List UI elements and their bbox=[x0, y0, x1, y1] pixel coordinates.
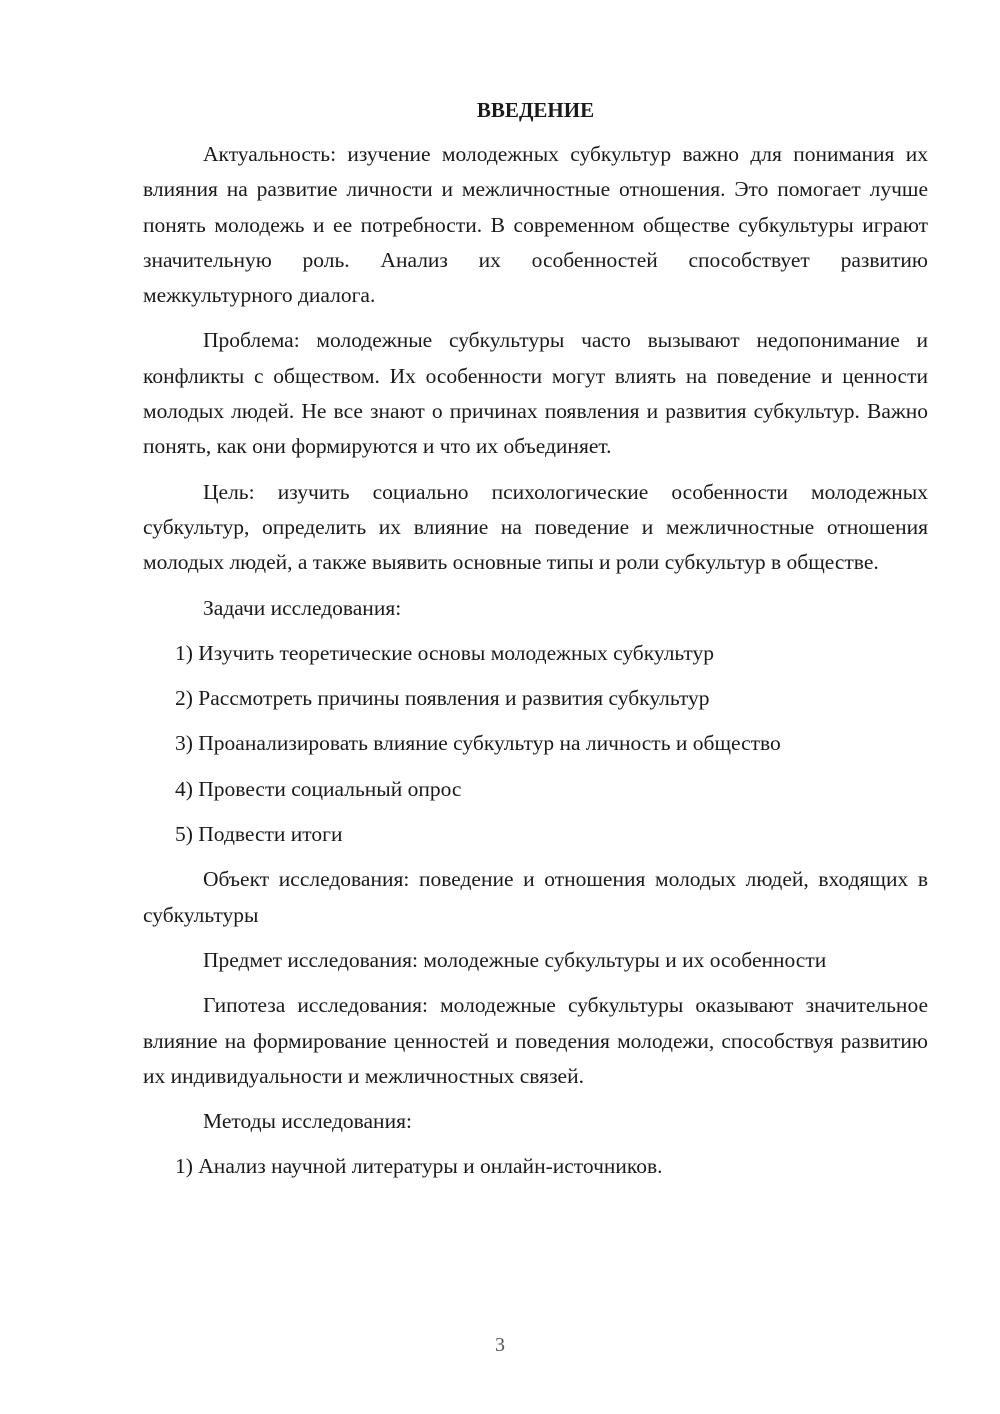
list-item: 5) Подвести итоги bbox=[175, 822, 343, 847]
relevance-paragraph: Актуальность: изучение молодежных субкультур важно для понимания их влияния на развитие личности и межличностные отношения. Это помогает лучше понять молодежь и ее потребности. В современном обществе субкультуры играют значительную роль. Анализ их особенностей способствует развитию межкультурного диалога. bbox=[143, 142, 928, 308]
document-page bbox=[143, 94, 928, 1195]
goal-paragraph: Цель: изучить социально психологические особенности молодежных субкультур, определить их влияние на поведение и межличностные отношения молодых людей, а также выявить основные типы и роли субкультур в обществе. bbox=[143, 479, 928, 575]
list-item: 3) Проанализировать влияние субкультур на личность и общество bbox=[175, 731, 781, 756]
object-paragraph: Объект исследования: поведение и отношения молодых людей, входящих в субкультуры bbox=[143, 867, 928, 927]
list-item: 1) Анализ научной литературы и онлайн-источников. bbox=[175, 1154, 663, 1179]
tasks-list bbox=[143, 636, 928, 852]
list-item: 4) Провести социальный опрос bbox=[175, 776, 462, 801]
tasks-heading: Задачи исследования: bbox=[203, 595, 402, 620]
problem-paragraph: Проблема: молодежные субкультуры часто вызывают недопонимание и конфликты с обществом. Их особенности могут влиять на поведение и ценности молодых людей. Не все знают о причинах появления и развития субкультур. Важно понять, как они формируются и что их объединяет. bbox=[143, 328, 928, 459]
methods-heading: Методы исследования: bbox=[203, 1109, 412, 1134]
list-item: 1) Изучить теоретические основы молодежных субкультур bbox=[175, 640, 715, 665]
methods-list bbox=[143, 1149, 928, 1184]
list-item: 2) Рассмотреть причины появления и развития субкультур bbox=[175, 686, 710, 711]
subject-paragraph: Предмет исследования: молодежные субкультуры и их особенности bbox=[203, 947, 827, 972]
document-title: ВВЕДЕНИЕ bbox=[476, 98, 595, 122]
hypothesis-paragraph: Гипотеза исследования: молодежные субкультуры оказывают значительное влияние на формирование ценностей и поведения молодежи, способствуя развитию их индивидуальности и межличностных связей. bbox=[143, 993, 928, 1088]
page-number: 3 bbox=[495, 1334, 505, 1356]
